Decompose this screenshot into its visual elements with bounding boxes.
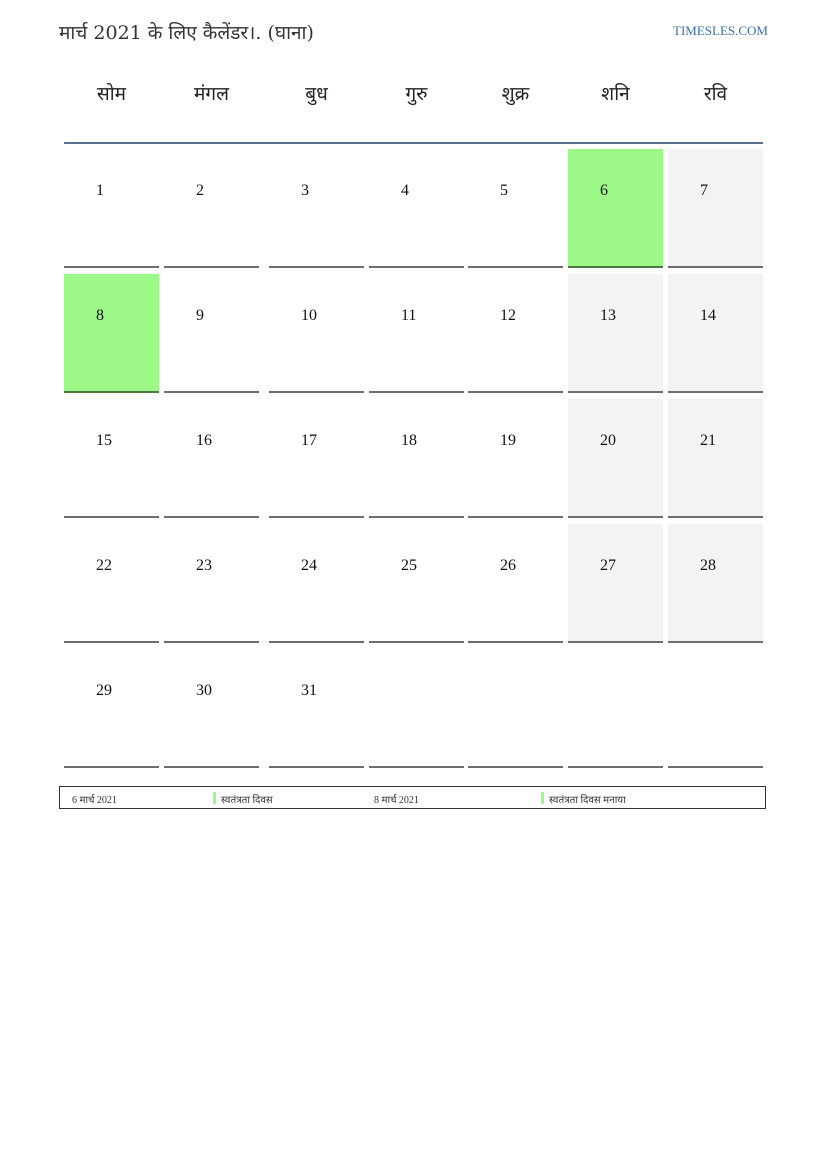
weekday-sun: रवि (703, 83, 728, 105)
weekend-day-cell (668, 149, 763, 268)
day-number: 28 (700, 557, 716, 574)
day-number: 11 (401, 307, 417, 324)
day-number: 24 (301, 557, 317, 574)
day-cell (164, 399, 259, 518)
legend-color-marker (213, 792, 216, 804)
weekend-day-cell (568, 524, 663, 643)
day-cell (468, 149, 563, 268)
day-number: 1 (96, 182, 104, 199)
weekend-day-cell (668, 399, 763, 518)
weekday-header-row (64, 80, 763, 126)
day-cell (369, 149, 464, 268)
weekend-day-cell (568, 399, 663, 518)
day-number: 18 (401, 432, 417, 449)
day-cell (164, 274, 259, 393)
legend-color-marker (541, 792, 544, 804)
day-cell (64, 399, 159, 518)
day-cell (468, 399, 563, 518)
day-number: 2 (196, 182, 204, 199)
day-cell (269, 524, 364, 643)
day-cell (369, 399, 464, 518)
day-number: 23 (196, 557, 212, 574)
day-number: 13 (600, 307, 616, 324)
day-cell (164, 149, 259, 268)
day-number: 3 (301, 182, 309, 199)
day-number: 6 (600, 182, 608, 199)
day-cell (369, 524, 464, 643)
weekend-day-cell (668, 524, 763, 643)
day-number: 14 (700, 307, 716, 324)
legend-holiday-name: स्वतंत्रता दिवस (221, 795, 273, 806)
day-number: 5 (500, 182, 508, 199)
holiday-day-cell (64, 274, 159, 393)
legend-holiday-name: स्वतंत्रता दिवस मनाया (549, 795, 626, 806)
weekday-fri: शुक्र (501, 83, 530, 105)
day-number: 17 (301, 432, 317, 449)
day-number: 25 (401, 557, 417, 574)
holiday-day-cell (568, 149, 663, 268)
day-cell (269, 149, 364, 268)
empty-day-cell (668, 649, 763, 768)
day-number: 16 (196, 432, 212, 449)
empty-day-cell (468, 649, 563, 768)
header-divider (64, 142, 763, 144)
day-cell (468, 274, 563, 393)
day-number: 26 (500, 557, 516, 574)
legend-date: 6 मार्च 2021 (72, 795, 117, 806)
day-cell (64, 649, 159, 768)
weekday-sat: शनि (601, 83, 630, 105)
day-number: 20 (600, 432, 616, 449)
day-number: 30 (196, 682, 212, 699)
day-cell (164, 649, 259, 768)
weekday-thu: गुरु (405, 83, 428, 105)
day-number: 7 (700, 182, 708, 199)
calendar-title: मार्च 2021 के लिए कैलेंडर।. (घाना) (59, 22, 314, 44)
day-number: 22 (96, 557, 112, 574)
weekday-tue: मंगल (194, 83, 229, 105)
day-number: 31 (301, 682, 317, 699)
day-cell (164, 524, 259, 643)
day-cell (269, 274, 364, 393)
day-cell (269, 399, 364, 518)
day-number: 4 (401, 182, 409, 199)
day-number: 29 (96, 682, 112, 699)
day-cell (369, 274, 464, 393)
day-number: 12 (500, 307, 516, 324)
weekend-day-cell (668, 274, 763, 393)
day-number: 10 (301, 307, 317, 324)
empty-day-cell (568, 649, 663, 768)
weekday-wed: बुध (305, 83, 328, 105)
weekend-day-cell (568, 274, 663, 393)
day-number: 27 (600, 557, 616, 574)
day-cell (269, 649, 364, 768)
day-cell (64, 524, 159, 643)
holiday-legend (59, 786, 766, 809)
weekday-mon: सोम (96, 83, 127, 105)
day-cell (64, 149, 159, 268)
day-cell (468, 524, 563, 643)
legend-date: 8 मार्च 2021 (374, 795, 419, 806)
day-number: 9 (196, 307, 204, 324)
day-number: 21 (700, 432, 716, 449)
day-number: 19 (500, 432, 516, 449)
day-number: 15 (96, 432, 112, 449)
site-link[interactable]: TIMESLES.COM (673, 23, 768, 38)
empty-day-cell (369, 649, 464, 768)
day-number: 8 (96, 307, 104, 324)
